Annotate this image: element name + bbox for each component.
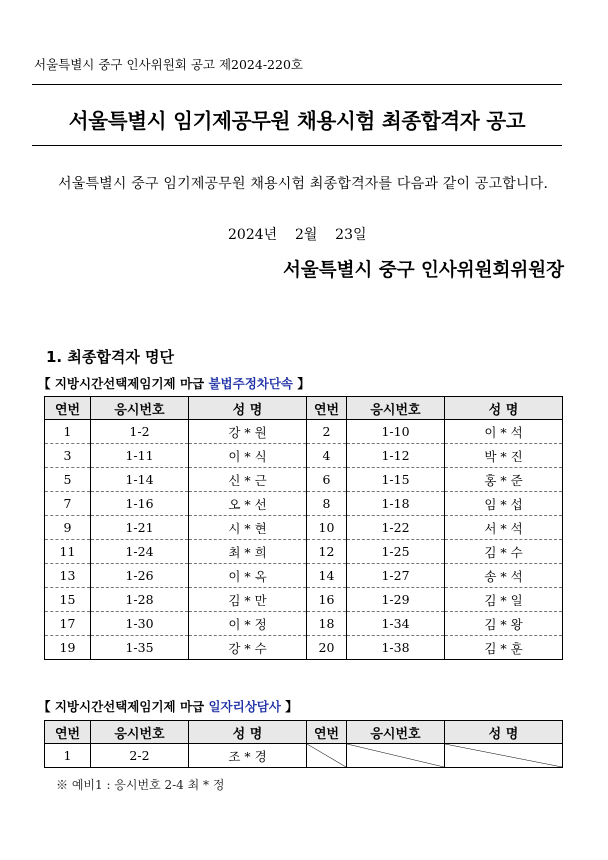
cell-seq: 14: [307, 564, 347, 588]
cell-exam-no: 1-29: [347, 588, 445, 612]
cell-seq: 3: [45, 444, 91, 468]
group1-position-name: 불법주정차단속: [208, 376, 293, 391]
cell-exam-no: 1-28: [91, 588, 189, 612]
cell-name: 이 * 정: [189, 612, 307, 636]
cell-name: 시 * 현: [189, 516, 307, 540]
cell-name: 서 * 석: [445, 516, 563, 540]
col-header-name: 성 명: [445, 397, 563, 420]
cell-name: 김 * 수: [445, 540, 563, 564]
divider-bottom: [32, 145, 562, 146]
cell-name: 김 * 훈: [445, 636, 563, 660]
empty-cell-diagonal: [445, 744, 563, 768]
table-row: [45, 516, 563, 540]
cell-exam-no: 1-21: [91, 516, 189, 540]
group2-label: [38, 697, 298, 715]
cell-seq: 8: [307, 492, 347, 516]
group1-label: [38, 374, 310, 392]
page-title: 서울특별시 임기제공무원 채용시험 최종합격자 공고: [68, 109, 526, 133]
cell-exam-no: 1-22: [347, 516, 445, 540]
col-header-seq: 연번: [45, 721, 91, 744]
cell-name: 신 * 근: [189, 468, 307, 492]
col-header-name: 성 명: [189, 397, 307, 420]
cell-seq: 17: [45, 612, 91, 636]
col-header-name: 성 명: [445, 721, 563, 744]
cell-exam-no: 1-2: [91, 420, 189, 444]
cell-exam-no: 2-2: [91, 744, 189, 768]
table-row: [45, 444, 563, 468]
cell-seq: 7: [45, 492, 91, 516]
section-heading-final-list: 1. 최종합격자 명단: [46, 348, 175, 366]
cell-seq: 1: [45, 744, 91, 768]
cell-exam-no: 1-12: [347, 444, 445, 468]
empty-cell-diagonal: [347, 744, 445, 768]
cell-seq: 10: [307, 516, 347, 540]
group2-label-prefix: 【 지방시간선택제임기제 마급: [38, 699, 209, 714]
col-header-exam-no: 응시번호: [91, 721, 189, 744]
table-header-row: [45, 721, 563, 744]
cell-name: 오 * 선: [189, 492, 307, 516]
cell-exam-no: 1-27: [347, 564, 445, 588]
table-row: [45, 540, 563, 564]
group1-label-suffix: 】: [293, 376, 310, 391]
group1-label-prefix: 【 지방시간선택제임기제 마급: [38, 376, 209, 391]
cell-name: 이 * 식: [189, 444, 307, 468]
table-header-row: [45, 397, 563, 420]
cell-name: 김 * 만: [189, 588, 307, 612]
cell-seq: 18: [307, 612, 347, 636]
group2-position-name: 일자리상담사: [208, 699, 281, 714]
cell-seq: 20: [307, 636, 347, 660]
notice-issuer: 서울특별시 중구 인사위원회위원장: [283, 260, 564, 281]
table-row: [45, 468, 563, 492]
cell-exam-no: 1-35: [91, 636, 189, 660]
cell-seq: 11: [45, 540, 91, 564]
cell-exam-no: 1-38: [347, 636, 445, 660]
cell-name: 김 * 왕: [445, 612, 563, 636]
cell-exam-no: 1-18: [347, 492, 445, 516]
table-row: [45, 612, 563, 636]
cell-seq: 6: [307, 468, 347, 492]
col-header-exam-no: 응시번호: [347, 721, 445, 744]
group1-table: [44, 396, 563, 660]
cell-name: 박 * 진: [445, 444, 563, 468]
cell-exam-no: 1-10: [347, 420, 445, 444]
cell-name: 김 * 일: [445, 588, 563, 612]
cell-exam-no: 1-16: [91, 492, 189, 516]
cell-name: 이 * 석: [445, 420, 563, 444]
cell-exam-no: 1-26: [91, 564, 189, 588]
col-header-exam-no: 응시번호: [347, 397, 445, 420]
col-header-seq: 연번: [307, 397, 347, 420]
cell-seq: 15: [45, 588, 91, 612]
col-header-name: 성 명: [189, 721, 307, 744]
cell-name: 임 * 섭: [445, 492, 563, 516]
cell-name: 조 * 경: [189, 744, 307, 768]
cell-exam-no: 1-30: [91, 612, 189, 636]
cell-exam-no: 1-24: [91, 540, 189, 564]
empty-cell-diagonal: [307, 744, 347, 768]
group2-label-suffix: 】: [280, 699, 298, 714]
table-row: [45, 420, 563, 444]
group2-table: [44, 720, 563, 768]
table-row: [45, 492, 563, 516]
table-row: [45, 636, 563, 660]
cell-seq: 19: [45, 636, 91, 660]
divider-top: [32, 84, 562, 85]
reserve-note: ※ 예비1 : 응시번호 2-4 최 * 정: [56, 778, 225, 792]
cell-seq: 16: [307, 588, 347, 612]
notice-reference-number: 서울특별시 중구 인사위원회 공고 제2024-220호: [34, 57, 303, 72]
cell-exam-no: 1-11: [91, 444, 189, 468]
cell-name: 이 * 옥: [189, 564, 307, 588]
table-row: [45, 564, 563, 588]
cell-seq: 13: [45, 564, 91, 588]
cell-seq: 4: [307, 444, 347, 468]
cell-exam-no: 1-15: [347, 468, 445, 492]
cell-name: 강 * 원: [189, 420, 307, 444]
cell-seq: 5: [45, 468, 91, 492]
cell-seq: 12: [307, 540, 347, 564]
cell-name: 홍 * 준: [445, 468, 563, 492]
col-header-seq: 연번: [307, 721, 347, 744]
cell-exam-no: 1-25: [347, 540, 445, 564]
cell-seq: 9: [45, 516, 91, 540]
cell-exam-no: 1-34: [347, 612, 445, 636]
col-header-seq: 연번: [45, 397, 91, 420]
cell-seq: 2: [307, 420, 347, 444]
col-header-exam-no: 응시번호: [91, 397, 189, 420]
notice-body-text: 서울특별시 중구 임기제공무원 채용시험 최종합격자를 다음과 같이 공고합니다.: [58, 176, 549, 192]
cell-name: 최 * 희: [189, 540, 307, 564]
cell-exam-no: 1-14: [91, 468, 189, 492]
notice-date: 2024년 2월 23일: [228, 227, 367, 243]
table-row: [45, 744, 563, 768]
cell-name: 강 * 수: [189, 636, 307, 660]
table-row: [45, 588, 563, 612]
cell-name: 송 * 석: [445, 564, 563, 588]
cell-seq: 1: [45, 420, 91, 444]
